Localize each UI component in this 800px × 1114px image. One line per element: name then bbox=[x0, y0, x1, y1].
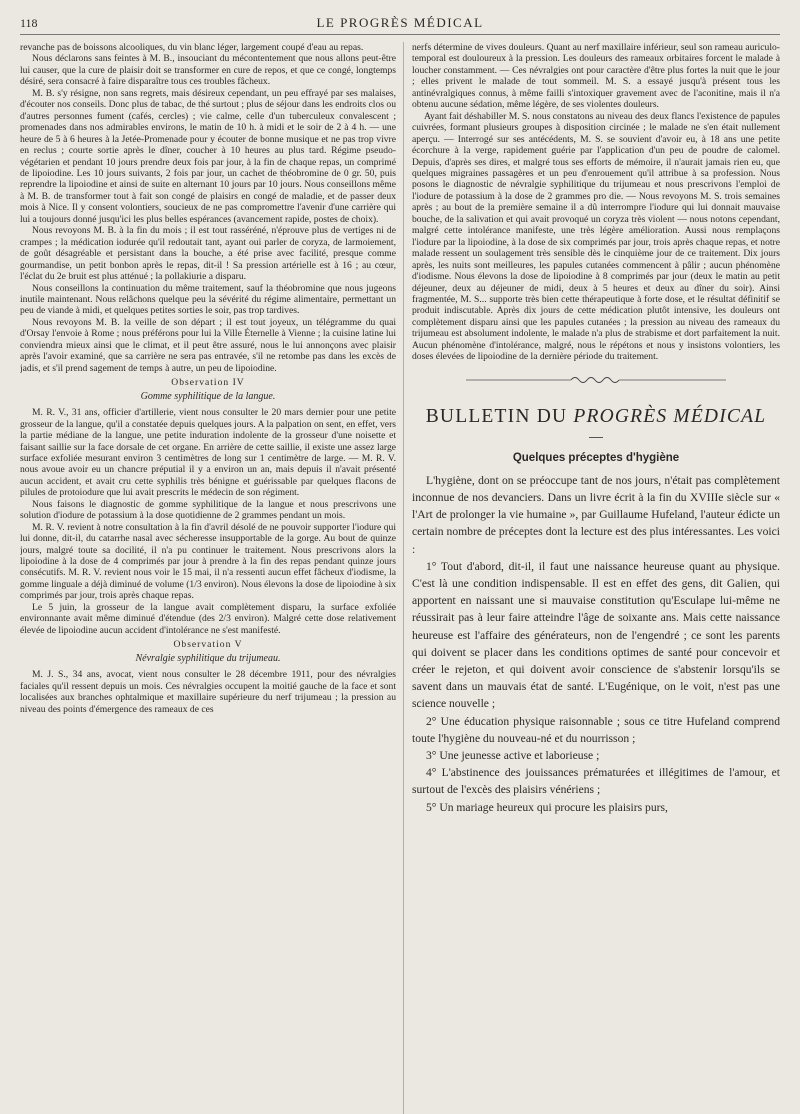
paragraph: Le 5 juin, la grosseur de la langue avait complètement disparu, la surface exfoliée environnante avait même diminué d'étendue (des 2/3 environ). Malgré cette dose relativement élevée de lipoiodine aucun accident d'intolérance ne s'est manifesté. bbox=[20, 601, 396, 636]
paragraph: M. R. V., 31 ans, officier d'artillerie, vient nous consulter le 20 mars dernier pour une petite grosseur de la langue, qu'il a constatée depuis quelques jours. A la palpation on sent, en effet, vers la partie médiane de la langue, une petite induration indolente de la grosseur d'une noisette et faisant saillie sur la face dorsale de cet organe. En arrière de cette saillie, il existe une assez large surface exfoliée mesurant environ 3 centimètres de long sur 1 centimètre de large. — M. R. V. nous avoue avoir eu un chancre préputial il y a environ un an, mais depuis il n'avait présenté aucun accident, et avait cru cette syphilis très bénigne et guérissable par quelques flacons de pilules de protoiodure que lui avait prescrits le médecin de son régiment. bbox=[20, 407, 396, 499]
column-divider bbox=[403, 42, 404, 1114]
page-header bbox=[20, 14, 780, 35]
paragraph: revanche pas de boissons alcooliques, du vin blanc léger, largement coupé d'eau au repas. bbox=[20, 42, 364, 53]
ornament-flourish-icon bbox=[466, 374, 726, 386]
page-number: 118 bbox=[20, 16, 38, 30]
observation-4-title: Observation IV bbox=[171, 377, 245, 389]
running-title: LE PROGRÈS MÉDICAL bbox=[316, 15, 484, 30]
paragraph: Ayant fait déshabiller M. S. nous constatons au niveau des deux flancs l'existence de papules cuivrées, formant plusieurs groupes à disposition circinée ; le malade ne s'en était nullement aperçu. — Interrogé sur ses antécédents, M. S. se souvient d'avoir eu, à 18 ans une petite écorchure à la verge, rapidement guérie par l'application d'un peu de poudre de calomel. Depuis, d'après ses dires, et malgré tous ses efforts de mémoire, il n'aurait jamais rien eu, que quelques migraines passagères et un peu d'enrouement qu'il attribue à sa profession. Nous posons le diagnostic de névralgie syphilitique du trijumeau et nous prescrivons l'emploi de l'iodure de potassium à la dose de 2 grammes pro die. — Nous revoyons M. S. trois semaines après ; au bout de la première semaine il a dû interrompre l'iodure qui lui donnait mauvaise bouche, de la salivation et qui avait provoqué un coryza très violent — nous notons cependant, malgré cette intolérance manifeste, une très légère amélioration. Aussi nous remplaçons l'iodure par la lipoiodine, à la dose de six comprimés par jour, trois après chaque repas, et notre malade ressent un soulagement très sensible dès le cinquième jour de ce traitement. Dix jours après, les nuits sont meilleures, les papules cutanées commencent à pâlir ; aucun phénomène d'iodisme. Nous élevons la dose de lipoiodine à 8 comprimés par jour (deux le matin au petit déjeuner, deux au déjeuner de midi, deux à 5 heures et deux au dîner du soir). Ainsi fragmentée, M. S... supporte très bien cette thérapeutique à forte dose, et le résultat définitif se produit indiscutable. Après dix jours de cette médication plutôt intensive, les douleurs ont complètement disparu ainsi que les papules cutanées ; la pression au niveau des rameaux du trijumeau est absolument indolente, le malade n'a plus de strabisme et dort parfaitement la nuit. Aucun phénomène d'intolérance, malgré, nous le répétons et nous y insistons volontiers, les doses élevées de lipoiodine de la dernière période du traitement. bbox=[412, 110, 780, 363]
paragraph: 1° Tout d'abord, dit-il, il faut une naissance heureuse quant au physique. C'est là une condition indispensable. Il est en effet des gens, dit Galien, qui apportent en naissant une si mauvaise constitution qu'Esculape lui-même ne réussirait pas à leur faire atteindre l'âge de soixante ans. Mais cette naissance heureuse est l'affaire des générateurs, non de l'engendré ; ce sont les parents qui doivent se placer dans les conditions optimes de santé pour concevoir et créer le rejeton, et qui doivent avoir conscience de s'abstenir lorsqu'ils se savent dans un mauvais état de santé. L'Eugénique, on le voit, n'est pas une science nouvelle ; bbox=[412, 559, 780, 711]
paragraph: Nous conseillons la continuation du même traitement, sauf la théobromine que nous jugeons inutile maintenant. Nous relâchons quelque peu la sévérité du régime alimentaire, permettant un peu de viande à midi, et quelques petites sorties le soir, pas trop tardives. bbox=[20, 282, 396, 317]
observation-4-subtitle: Gomme syphilitique de la langue. bbox=[140, 391, 276, 403]
section-title: Quelques préceptes d'hygiène bbox=[512, 451, 680, 464]
paragraph: Nous déclarons sans feintes à M. B., insouciant du mécontentement que nous allons peut-être lui causer, que la cure de plaisir doit se transformer en cure de repos, et que ce congé, longtemps désiré, sera consacré à faire disparaître tous ces troubles fâcheux. bbox=[20, 53, 396, 88]
paragraph: Nous faisons le diagnostic de gomme syphilitique de la langue et nous prescrivons une solution d'iodure de potassium à la dose quotidienne de 2 grammes pendant un mois. bbox=[20, 498, 396, 522]
observation-5-subtitle: Névralgie syphilitique du trijumeau. bbox=[135, 653, 281, 665]
paragraph: L'hygiène, dont on se préoccupe tant de nos jours, n'était pas complètement inconnue de nos devanciers. Dans un livre écrit à la fin du XVIIIe siècle sur « l'Art de prolonger la vie humaine », par Guillaume Hufeland, l'auteur édicte un certain nombre de préceptes dont la lecture est des plus intéressantes. Les voici : bbox=[412, 473, 780, 556]
ornament-divider bbox=[412, 371, 780, 389]
paragraph: 5° Un mariage heureux qui procure les plaisirs purs, bbox=[426, 800, 668, 814]
left-column bbox=[20, 42, 396, 1114]
bulletin-title-italic: PROGRÈS MÉDICAL bbox=[573, 405, 767, 427]
paragraph: 2° Une éducation physique raisonnable ; sous ce titre Hufeland comprend toute l'hygiène du nouveau-né et du nourrisson ; bbox=[412, 714, 780, 745]
two-column-body bbox=[20, 42, 780, 1114]
bulletin-title-plain: BULLETIN DU bbox=[425, 405, 574, 427]
paragraph: nerfs détermine de vives douleurs. Quant au nerf maxillaire inférieur, seul son rameau auriculo-temporal est douloureux à la pression. Les douleurs des rameaux orbitaires forcent le malade à loucher constamment. — Ces névralgies ont pour caractère d'être plus fortes la nuit que le jour ; elles privent le malade de tout sommeil. M. S. a essayé jusqu'à présent tous les antinévralgiques connus, à même failli s'intoxiquer gravement avec de l'aconitine, mais il n'a obtenu aucune sédation, même légère, de ses violentes douleurs. bbox=[412, 42, 780, 111]
paragraph: M. B. s'y résigne, non sans regrets, mais désireux cependant, un peu effrayé par ses malaises, d'écouter nos conseils. Donc plus de tabac, de thé surtout ; plus de séjour dans les endroits clos ou d'autres personnes fument (cafés, cercles) ; vie calme, celle d'un tuberculeux convalescent ; promenades dans nos admirables environs, le matin de 10 h. à midi et le soir de 2 à 4 h. — une heure de 5 à 6 heures à la Jetée-Promenade pour y écouter de bonne musique et ne pas trop vivre en reclus ; courte sortie après le dîner, coucher à 10 heures au plus tard. Régime pseudo-végétarien et pendant 10 jours prendre deux fois par jour, à la fin de chaque repas, un comprimé de lipoiodine. Les 10 jours suivants, 2 fois par jour, un cachet de théobromine de 0 gr. 50, puis reprendre la lipoiodine et ainsi de suite en alternant 10 jours par 10 jours. Nous conseillons même à M. B. de transformer tout à fait son congé de plaisirs en congé de maladie, et de passer deux mois à Nice. Il y consent volontiers, soucieux de ne pas compromettre l'avenir d'une carrière qui lui a toujours donné jusqu'ici les plus belles espérances (avancement rapide, postes de choix). bbox=[20, 87, 396, 225]
paragraph: Nous revoyons M. B. la veille de son départ ; il est tout joyeux, un télégramme du quai d'Orsay l'envoie à Rome ; nous préférons pour lui la Ville Éternelle à Vienne ; la cuisine latine lui conviendra mieux ainsi que le climat, et il peut être assuré, nous le lui annonçons avec plaisir après l'avoir examiné, que sa carrière ne sera pas entravée, s'il ne retombe pas dans les excès de jadis, et s'il prend sagement de temps à autre, un peu de lipoiodine. bbox=[20, 316, 396, 374]
observation-5-title: Observation V bbox=[173, 639, 243, 651]
paragraph: Nous revoyons M. B. à la fin du mois ; il est tout rasséréné, n'éprouve plus de vertiges ni de crampes ; la médication iodurée qu'il redoutait tant, ayant oui parler de coryza, de larmoiement, de goût désagréable et persistant dans la bouche, a été prise avec facilité, presque comme gourmandise, un petit bonbon après le repas, dit-il ! Sa pression artérielle est à 16 ; au cœur, l'éclat du 2e bruit est plus atténué ; la pollakiurie a disparu. bbox=[20, 225, 396, 283]
bulletin-title bbox=[412, 405, 780, 429]
paragraph: 4° L'abstinence des jouissances prématurées et illégitimes de l'amour, et surtout de l'excès des plaisirs vénériens ; bbox=[412, 766, 780, 797]
right-column bbox=[412, 42, 780, 1114]
title-rule bbox=[589, 437, 603, 438]
paragraph: 3° Une jeunesse active et laborieuse ; bbox=[426, 748, 600, 762]
paragraph: M. R. V. revient à notre consultation à la fin d'avril désolé de ne pouvoir supporter l'iodure qui lui donne, dit-il, du catarrhe nasal avec sécheresse insupportable de la gorge. Au bout de quinze jours, malgré toute sa docilité, il n'a pu continuer le traitement. Nous prescrivons alors la lipoiodine à la dose de 4 comprimés par jour à prendre à la fin des repas pendant quinze jours consécutifs. M. R. V. revient nous voir le 15 mai, il n'a ressenti aucun effet fâcheux d'iodisme, la gomme linguale a déjà diminué de volume (1/3 environ). Nous élevons la dose de lipoiodine à six comprimés par jour, trois après chaque repas. bbox=[20, 521, 396, 602]
paragraph: M. J. S., 34 ans, avocat, vient nous consulter le 28 décembre 1911, pour des névralgies faciales qu'il ressent depuis un mois. Ces névralgies occupent la moitié gauche de la face et sont localisées aux branches ophtalmique et maxillaire supérieure du nerf trijumeau ; la pression au niveau des points d'émergence des rameaux de ces bbox=[20, 669, 396, 715]
